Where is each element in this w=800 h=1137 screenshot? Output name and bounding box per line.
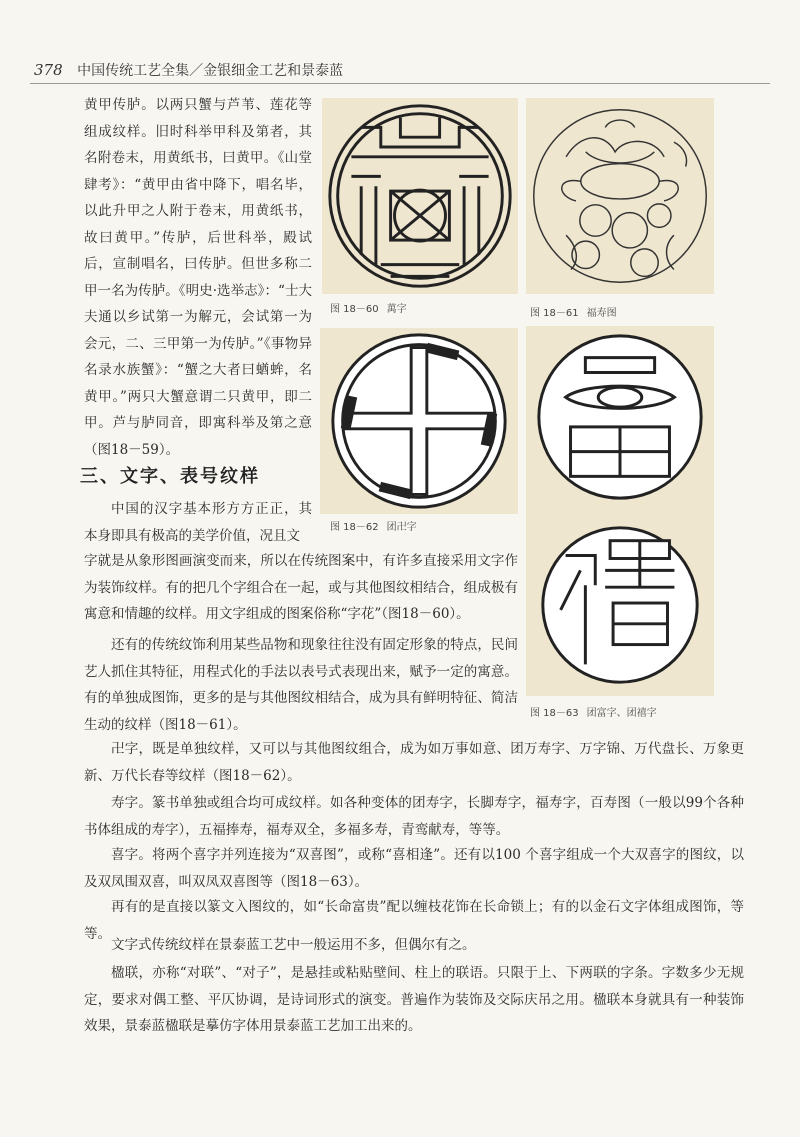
figure-fushou xyxy=(526,98,714,294)
book-title: 中国传统工艺全集／金银细金工艺和景泰蓝 xyxy=(77,63,344,79)
figure-wan-character xyxy=(322,98,518,294)
caption-18-61: 图 18－61 福寿图 xyxy=(530,308,617,319)
paragraph-intro-a: 中国的汉字基本形方方正正，其本身即具有极高的美学价值，况且文 xyxy=(84,501,312,544)
fushou-illustration xyxy=(526,98,714,294)
paragraph-intro-b: 字就是从象形图画演变而来，所以在传统图案中，有许多直接采用文字作为装饰纹样。有的把几个字组合在一起，或与其他图纹相结合，组成极有寓意和情趣的纹样。用文字组成的图案俗称“字花”（图18－60）。 xyxy=(84,553,518,622)
figure-tuan-fu-xi xyxy=(526,326,714,696)
paragraph-wan: 卍字，既是单独纹样，又可以与其他图纹组合，成为如万事如意、团万寿字、万字锦、万代盘长、万象更新、万代长春等纹样（图18－62）。 xyxy=(84,741,744,784)
paragraph-rare: 文字式传统纹样在景泰蓝工艺中一般运用不多，但偶尔有之。 xyxy=(111,937,476,953)
paragraph-couplet: 楹联，亦称“对联”、“对子”，是悬挂或粘贴壁间、柱上的联语。只限于上、下两联的字条。字数多少无规定，要求对偶工整、平仄协调，是诗词形式的演变。普遍作为装饰及交际庆吊之用。楹联本身就具有一种装饰效果，景泰蓝楹联是摹仿字体用景泰蓝工艺加工出来的。 xyxy=(84,965,744,1034)
section-heading: 三、文字、表号纹样 xyxy=(80,466,260,487)
running-header xyxy=(34,60,343,80)
paragraph-seal: 再有的是直接以篆文入图纹的，如“长命富贵”配以缠枝花饰在长命锁上；有的以金石文字体组成图饰，等等。 xyxy=(84,899,744,942)
caption-18-63: 图 18－63 团富字、团禧字 xyxy=(530,708,657,719)
paragraph-sign: 还有的传统纹饰利用某些品物和现象往往没有固定形象的特点，民间艺人抓住其特征，用程式化的手法以表号式表现出来，赋予一定的寓意。有的单独成图饰，更多的是与其他图纹相结合，成为具有鲜明特征、简洁生动的纹样（图18－61）。 xyxy=(84,637,518,733)
page-number: 378 xyxy=(34,61,63,79)
paragraph-huangjia: 黄甲传胪。以两只蟹与芦苇、莲花等组成纹样。旧时科举甲科及第者，其名附卷末，用黄纸书，曰黄甲。《山堂肆考》：“黄甲由省中降下，唱名毕，以此升甲之人附于卷末，用黄纸书，故曰黄甲。”传胪，后世科举，殿试后，宣制唱名，曰传胪。但世多称二甲一名为传胪。《明史·选举志》：“士大夫通以乡试第一为解元，会试第一为会元，二、三甲第一为传胪。”《事物异名录水族蟹》：“蟹之大者曰蝤蛑，名黄甲。”两只大蟹意谓二只黄甲，即二甲。芦与胪同音，即寓科举及第之意（图18－59）。 xyxy=(84,97,312,458)
paragraph-shou: 寿字。篆书单独或组合均可成纹样。如各种变体的团寿字，长脚寿字，福寿字，百寿图（一般以99个各种书体组成的寿字），五福捧寿，福寿双全，多福多寿，青鸾献寿，等等。 xyxy=(84,795,744,838)
figure-tuan-wan xyxy=(320,328,518,514)
wan-character-illustration xyxy=(322,98,518,294)
tuan-wan-illustration xyxy=(320,328,518,514)
header-rule xyxy=(30,83,770,84)
caption-18-60: 图 18－60 萬字 xyxy=(330,304,407,315)
caption-18-62: 图 18－62 团卍字 xyxy=(330,522,417,533)
paragraph-xi: 喜字。将两个喜字并列连接为“双喜图”，或称“喜相逢”。还有以100 个喜字组成一个大双喜字的图纹，以及双凤围双喜，叫双凤双喜图等（图18－63）。 xyxy=(84,847,744,890)
tuan-fu-xi-illustration xyxy=(526,326,714,696)
